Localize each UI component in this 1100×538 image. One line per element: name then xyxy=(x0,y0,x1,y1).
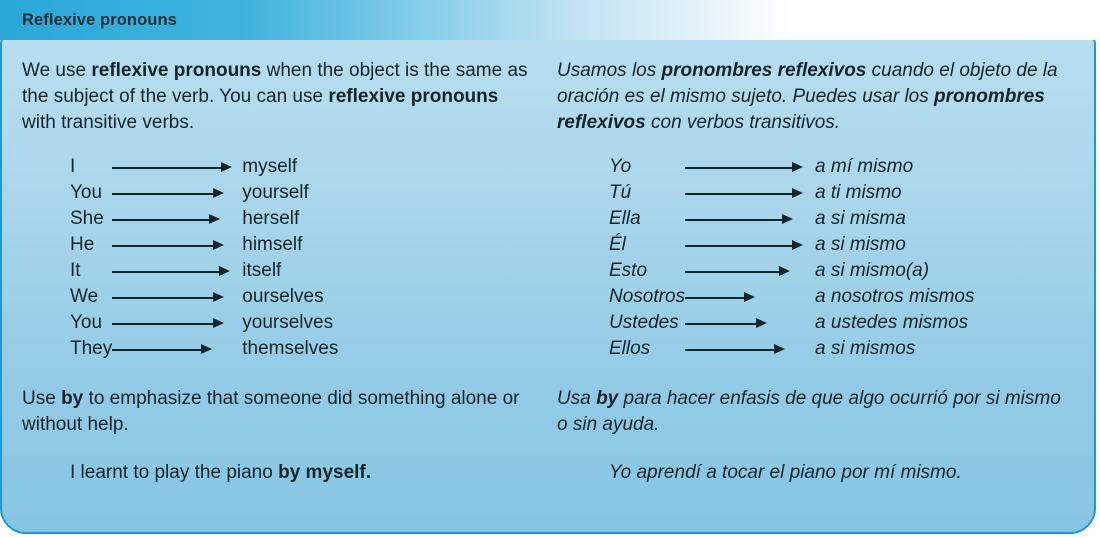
arrow-icon xyxy=(112,336,242,362)
spanish-example-sentence: Yo aprendí a tocar el piano por mí mismo. xyxy=(609,462,962,483)
pronoun-source: Ella xyxy=(609,208,641,229)
arrow-icon xyxy=(685,154,815,180)
pronoun-target: a nosotros mismos xyxy=(815,286,975,307)
pronoun-target: a si mismo xyxy=(815,234,906,255)
pronoun-target: a mí mismo xyxy=(815,156,914,177)
pronoun-source: We xyxy=(70,286,99,307)
pronoun-source: Nosotros xyxy=(609,286,686,307)
page-title: Reflexive pronouns xyxy=(22,11,177,29)
spanish-intro-paragraph: Usamos los pronombres reflexivos cuando el objeto de la oración es el mismo sujeto. Puedes usar los pronombres reflexivos con verbos transitivos. xyxy=(557,60,1058,133)
pronoun-target: herself xyxy=(242,208,300,229)
pronoun-target: a ti mismo xyxy=(815,182,902,203)
arrow-icon xyxy=(112,154,242,180)
pronoun-target: a si misma xyxy=(815,208,906,229)
pronoun-source: He xyxy=(70,234,95,255)
pronoun-row xyxy=(609,284,974,310)
arrow-icon xyxy=(112,232,242,258)
pronoun-row xyxy=(70,180,338,206)
spanish-by-paragraph: Usa by para hacer enfasis de que algo ocurrió por si mismo o sin ayuda. xyxy=(557,388,1061,435)
pronoun-row xyxy=(70,206,338,232)
pronoun-row xyxy=(609,258,974,284)
pronoun-row xyxy=(609,154,974,180)
pronoun-target: a ustedes mismos xyxy=(815,312,969,333)
pronoun-source: Yo xyxy=(609,156,632,177)
pronoun-row xyxy=(609,206,974,232)
content-panel xyxy=(0,20,1096,534)
pronoun-row xyxy=(609,180,974,206)
pronoun-source: Ellos xyxy=(609,338,651,359)
arrow-icon xyxy=(685,232,815,258)
pronoun-row xyxy=(70,310,338,336)
english-intro-paragraph: We use reflexive pronouns when the object is the same as the subject of the verb. You can use reflexive pronouns with transitive verbs. xyxy=(22,60,528,133)
arrow-icon xyxy=(685,284,815,310)
english-example-sentence: I learnt to play the piano by myself. xyxy=(70,462,372,483)
pronoun-source: They xyxy=(70,338,113,359)
pronoun-target: a si mismos xyxy=(815,338,916,359)
arrow-icon xyxy=(685,258,815,284)
pronoun-target: yourself xyxy=(242,182,309,203)
pronoun-row xyxy=(70,232,338,258)
arrow-icon xyxy=(112,310,242,336)
arrow-icon xyxy=(112,206,242,232)
pronoun-source: You xyxy=(70,182,103,203)
pronoun-row xyxy=(70,336,338,362)
english-by-paragraph: Use by to emphasize that someone did something alone or without help. xyxy=(22,388,520,435)
arrow-icon xyxy=(685,310,815,336)
pronoun-source: She xyxy=(70,208,104,229)
english-column xyxy=(22,58,537,484)
pronoun-row xyxy=(609,232,974,258)
title-bar xyxy=(0,0,1100,40)
spanish-column xyxy=(557,58,1072,484)
pronoun-target: themselves xyxy=(242,338,339,359)
english-pronoun-table xyxy=(70,154,338,362)
spanish-pronoun-table xyxy=(609,154,974,362)
pronoun-row xyxy=(70,154,338,180)
pronoun-target: himself xyxy=(242,234,303,255)
pronoun-source: Tú xyxy=(609,182,632,203)
pronoun-target: myself xyxy=(242,156,298,177)
pronoun-source: Ustedes xyxy=(609,312,679,333)
pronoun-source: Él xyxy=(609,234,626,255)
arrow-icon xyxy=(685,180,815,206)
pronoun-target: a si mismo(a) xyxy=(815,260,930,281)
pronoun-row xyxy=(70,284,338,310)
pronoun-target: itself xyxy=(242,260,282,281)
pronoun-source: It xyxy=(70,260,81,281)
arrow-icon xyxy=(685,206,815,232)
arrow-icon xyxy=(112,180,242,206)
pronoun-source: Esto xyxy=(609,260,648,281)
pronoun-source: You xyxy=(70,312,103,333)
pronoun-row xyxy=(609,336,974,362)
arrow-icon xyxy=(112,258,242,284)
pronoun-row xyxy=(70,258,338,284)
arrow-icon xyxy=(112,284,242,310)
pronoun-target: ourselves xyxy=(242,286,324,307)
pronoun-target: yourselves xyxy=(242,312,334,333)
pronoun-source: I xyxy=(70,156,76,177)
arrow-icon xyxy=(685,336,815,362)
pronoun-row xyxy=(609,310,974,336)
